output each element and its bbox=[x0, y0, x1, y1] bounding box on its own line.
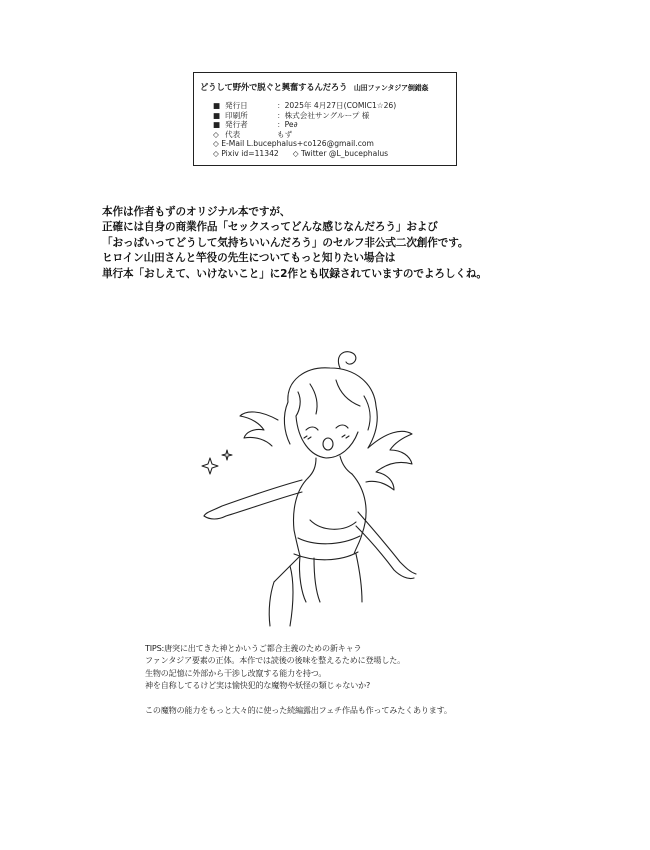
colophon-row-social bbox=[213, 149, 396, 159]
row-value: もず bbox=[277, 129, 293, 139]
row-value: ：2025年 4月27日(COMIC1☆26) bbox=[277, 101, 397, 110]
row-label: 発行者 bbox=[225, 120, 248, 130]
tips-footer: この魔物の能力をもっと大々的に使った続編露出フェチ作品も作ってみたくあります。 bbox=[145, 704, 452, 715]
colophon-title bbox=[200, 81, 452, 93]
tips-spacer bbox=[145, 692, 452, 704]
row-value: ：株式会社サングループ 様 bbox=[277, 110, 370, 120]
row-label: 発行日 bbox=[225, 101, 248, 110]
tips-line: 生物の記憶に外部から干渉し改竄する能力を持つ。 bbox=[145, 667, 327, 678]
colophon-row-representative bbox=[213, 130, 396, 140]
intro-line: 単行本「おしえて、いけないこと」に2作とも収録されていますのでよろしくね。 bbox=[102, 267, 487, 280]
colophon-row-date bbox=[213, 101, 396, 111]
colophon-row-publisher bbox=[213, 120, 396, 130]
intro-line: 本作は作者もずのオリジナル本ですが、 bbox=[102, 206, 291, 218]
tips-section bbox=[145, 642, 452, 716]
winged-girl-illustration bbox=[190, 340, 440, 630]
email-address: ◇ E-Mail L.bucephalus+co126@gmail.com bbox=[213, 139, 374, 149]
pixiv-id: ◇ Pixiv id=11342 bbox=[213, 148, 279, 158]
colophon-box bbox=[193, 72, 457, 166]
colophon-row-email bbox=[213, 139, 396, 149]
square-bullet-icon: ■ bbox=[213, 101, 221, 110]
diamond-bullet-icon: ◇ bbox=[213, 129, 219, 139]
tips-line: TIPS:唐突に出てきた神とかいうご都合主義のための新キャラ bbox=[145, 643, 362, 653]
row-value: ：Pe∂ bbox=[277, 120, 298, 130]
square-bullet-icon: ■ bbox=[213, 110, 221, 120]
intro-line: 正確には自身の商業作品「セックスってどんな感じなんだろう」および bbox=[102, 221, 438, 234]
twitter-handle: ◇ Twitter @L_bucephalus bbox=[292, 148, 389, 158]
book-title: どうして野外で脱ぐと興奮するんだろう bbox=[200, 82, 348, 92]
row-label: 印刷所 bbox=[225, 110, 248, 120]
intro-line: ヒロイン山田さんと竿役の先生についてもっと知りたい場合は bbox=[102, 252, 396, 265]
circle-name: 山田ファンタジア倒錯姦 bbox=[353, 84, 429, 92]
colophon-row-printer bbox=[213, 111, 396, 121]
intro-line: 「おっぱいってどうして気持ちいいんだろう」のセルフ非公式二次創作です。 bbox=[102, 236, 469, 249]
tips-line: ファンタジア要素の正体。本作では読後の後味を整えるために登場した。 bbox=[145, 655, 406, 666]
colophon-details bbox=[213, 101, 396, 159]
intro-paragraph bbox=[102, 205, 487, 282]
sparkle-icon bbox=[202, 450, 232, 474]
square-bullet-icon: ■ bbox=[213, 120, 221, 130]
tips-line: 神を自称してるけど実は愉快犯的な魔物や妖怪の類じゃないか? bbox=[145, 680, 371, 691]
row-label: 代表 bbox=[225, 129, 241, 139]
